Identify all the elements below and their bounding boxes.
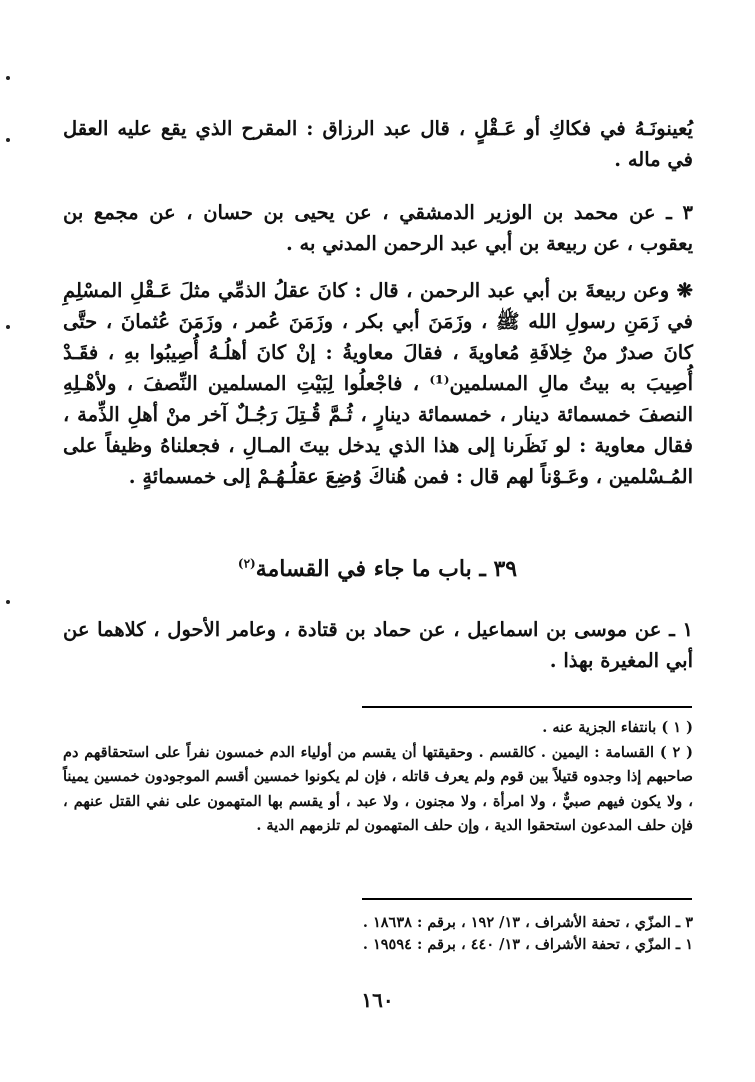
chapter-heading-title: ٣٩ ـ باب ما جاء في القسامة [255, 556, 518, 582]
section-text [63, 614, 693, 676]
paragraph-hadith-1: ١ ـ عن موسى بن اسماعيل ، عن حماد بن قتادة ، وعامر الأحول ، كلاهما عن أبي المغيرة بهذا . [63, 618, 693, 672]
margin-dot [6, 600, 10, 604]
reference-1: ١ ـ المزّي ، تحفة الأشراف ، ١٣/ ٤٤٠ ، برقم : ١٩٥٩٤ . [362, 936, 693, 953]
margin-dot [6, 76, 10, 80]
paragraph-continuation: يُعينونَـهُ في فكاكِ أو عَـقْلٍ ، قال عبد الرزاق : المقرح الذي يقع عليه العقل في ماله . [63, 117, 693, 171]
main-text [63, 113, 693, 492]
chapter-heading [0, 556, 755, 582]
margin-dot [6, 325, 10, 329]
paragraph-rabia-narration: ❋ وعن ربيعةَ بن أبي عبد الرحمن ، قال : كانَ عقلُ الذمِّي مثلَ عَـقْلِ المسْلِمِ في زَمَنِ رسولِ الله ﷺ ، وزَمَنَ أبي بكر ، وزَمَنَ عُمر ، وزَمَنَ عُثمانَ ، حتَّى كانَ صدرٌ منْ خِلافَةِ مُعاويةَ ، فقالَ معاويةُ : إنْ كانَ أهلُـهُ أُصِيبُوا بهِ ، فقَـدْ أُصِيبَ به بيتُ مالِ المسلمين⁽¹⁾ ، فاجْعلُوا لِبَيْتِ المسلمين النِّصفَ ، ولأهْـلِهِ النصفَ خمسمائة دينار ، خمسمائة دينارٍ ، ثُـمَّ قُـتِلَ رَجُـلٌ آخر منْ أهلِ الذِّمة ، فقال معاوية : لو نَظَرنا إلى هذا الذي يدخل بيتَ المـالِ ، فجعلناهُ وظيفاً على المُـسْلمين ، وعَـوْناً لهم قال : فمن هُناكَ وُضِعَ عقلُـهُـمْ إلى خمسمائةٍ . [63, 279, 693, 488]
paragraph-hadith-3: ٣ ـ عن محمد بن الوزير الدمشقي ، عن يحيى بن حسان ، عن مجمع بن يعقوب ، عن ربيعة بن أبي عبد الرحمن المدني به . [63, 201, 693, 255]
page-number: ١٦٠ [361, 988, 394, 1012]
reference-3: ٣ ـ المزّي ، تحفة الأشراف ، ١٣/ ١٩٢ ، برقم : ١٨٦٣٨ . [362, 914, 693, 931]
references-separator [362, 898, 692, 900]
footnote-2: ( ٢ ) القسامة : اليمين . كالقسم . وحقيقتها أن يقسم من أولياء الدم خمسون نفراً على استحقاقهم دم صاحبهم إذا وجدوه قتيلاً بين قوم ولم يعرف قاتله ، فإن لم يكونوا خمسين أقسم الموجودون خمسين يميناً ، ولا يكون فيهم صبيٌّ ، ولا امرأة ، ولا مجنون ، ولا عبد ، أو يقسم بها المتهمون على نفي القتل عنهم ، فإن حلف المدعون استحقوا الدية ، وإن حلف المتهمون لم تلزمهم الدية . [63, 743, 693, 834]
references [63, 912, 693, 956]
footnotes [63, 716, 693, 839]
footnote-ref: (٢) [237, 556, 256, 571]
footnote-separator [362, 706, 692, 708]
margin-dot [6, 138, 10, 142]
footnote-1: ( ١ ) بانتفاء الجزية عنه . [542, 719, 693, 736]
